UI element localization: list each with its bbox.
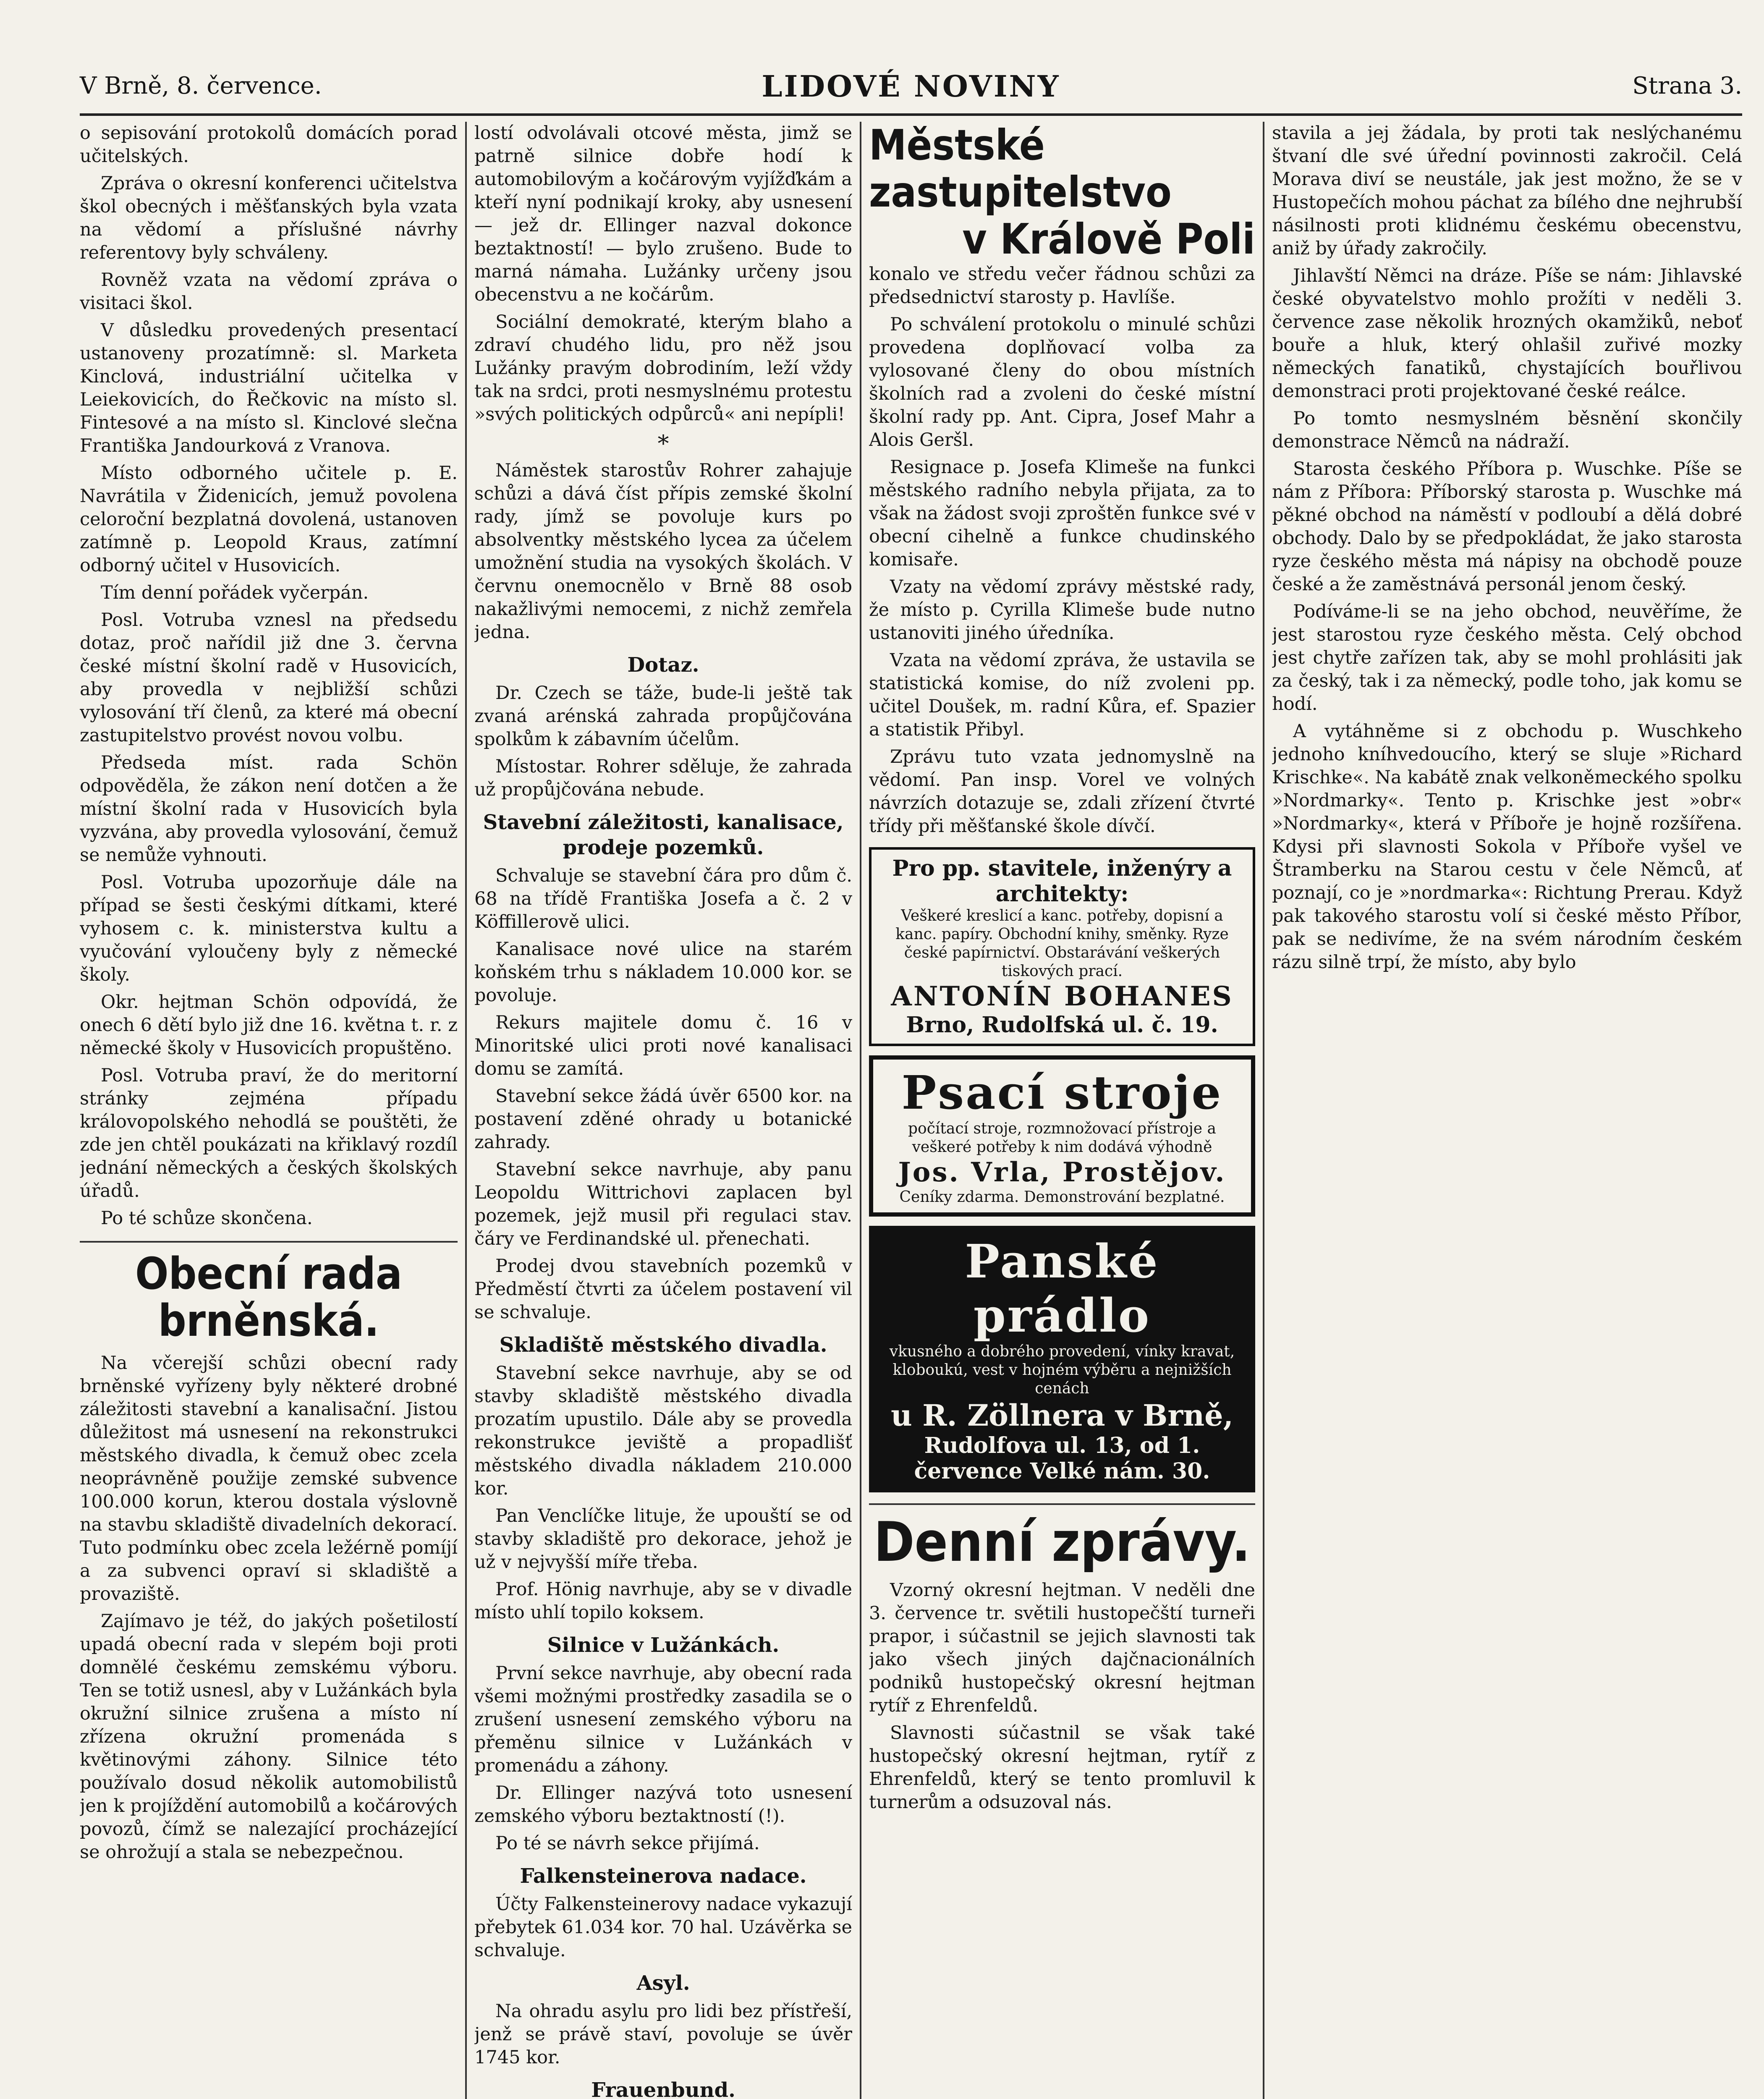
paragraph: Předseda míst. rada Schön odpověděla, že zákon není dotčen a že místní školní rada v Husovicích byla vyzvána, aby provedla vylosování, čemuž se nemůže vyhnouti. [80,752,458,866]
paragraph: Místo odborného učitele p. E. Navrátila v Židenicích, jemuž povolena celoroční bezplatná dovolená, ustanoven zatímně p. Leopold Kraus, zatímní odborný učitel v Husovicích. [80,463,458,576]
paragraph: Podíváme-li se na jeho obchod, neuvěříme, že jest starostou ryze českého města. Celý obchod jest chytře zařízen tak, aby se mohl prohlásiti jak za český, tak i za německý, podle toho, jak komu se hodí. [1272,601,1742,714]
paragraph: Zprávu tuto vzata jednomyslně na vědomí. Pan insp. Vorel ve volných návrzích dotazuje se, zdali zřízení čtvrté třídy při měšťanské škole dívčí. [869,746,1255,837]
paragraph: Dr. Czech se táže, bude-li ještě tak zvaná arénská zahrada propůjčována spolkům k zábavním účelům. [474,683,852,750]
column-rule [860,122,861,2099]
paragraph: Sociální demokraté, kterým blaho a zdraví chudého lidu, pro něž jsou Lužánky pravým dobrodiním, leží vždy tak na srdci, proti nesmyslnému protestu »svých politických odpůrců« ani nepípli! [474,311,852,425]
ad-address: Jos. Vrla, Prostějov. [898,1157,1226,1188]
paragraph: Náměstek starostův Rohrer zahajuje schůzi a dává číst přípis zemské školní rady, jímž se povoluje kurs po absolventky městského lycea za účelem umožnění studia na vysokých školách. V červnu onemocnělo v Brně 88 osob nakažlivými nemocemi, z nichž zemřela jedna. [474,460,852,643]
paragraph: o sepisování protokolů domácích porad učitelských. [80,123,458,167]
column-4 [1272,122,1742,2099]
paragraph: Místostar. Rohrer sděluje, že zahrada už propůjčována nebude. [474,756,852,800]
paragraph: Vzorný okresní hejtman. V neděli dne 3. července tr. světili hustopečští turneři prapor, i súčastnil se jejich slavnosti tak jako všech jiných dajčnacionálních podniků hustopečský okresní hejtman rytíř z Ehrenfeldů. [869,1580,1255,1716]
ad-headline: Panské prádlo [965,1234,1159,1343]
advertisement-bohanes [869,847,1255,1046]
paragraph: Dr. Ellinger nazývá toto usnesení zemského výboru beztaktností (!). [474,1782,852,1827]
ad-text: Ceníky zdarma. Demonstrování bezplatné. [899,1188,1225,1206]
paragraph: Vzaty na vědomí zprávy městské rady, že místo p. Cyrilla Klimeše bude nutno ustanoviti jiného úředníka. [869,576,1255,644]
paragraph: Kanalisace nové ulice na starém koňském trhu s nákladem 10.000 kor. se povoluje. [474,939,852,1006]
paragraph: stavila a jej žádala, by proti tak neslýchanému štvaní dle své úřední povinnosti zakročil. Celá Morava diví se neustále, jak jest možno, že se v Hustopečích mohou páchat za bílého dne nejhrubší násilnosti proti klidnému českému obecenstvu, aniž by úřady zakročily. [1272,123,1742,259]
paragraph: Stavební sekce navrhuje, aby se od stavby skladiště městského divadla prozatím upustilo. Dále aby se provedla rekonstrukce jeviště a propadlišť městského divadla nákladem 210.000 kor. [474,1363,852,1499]
paragraph: Schvaluje se stavební čára pro dům č. 68 na třídě Františka Josefa a č. 2 v Köffillerově ulici. [474,865,852,932]
column-3 [869,122,1255,2099]
ad-address: u R. Zöllnera v Brně, [890,1398,1234,1433]
paragraph: Prodej dvou stavebních pozemků v Předměstí čtvrti za účelem postavení vil se schvaluje. [474,1256,852,1323]
ad-address: Rudolfova ul. 13, od 1. července Velké nám. 30. [914,1433,1210,1484]
paragraph: Po té schůze skončena. [101,1208,313,1229]
section-heading: Falkensteinerova nadace. [520,1864,807,1888]
paragraph: Okr. hejtman Schön odpovídá, že onech 6 dětí bylo již dne 16. května t. r. z německé školy v Husovicích propuštěno. [80,992,458,1059]
paragraph: Zpráva o okresní konferenci učitelstva škol obecných i měšťanských byla vzata na vědomí a příslušné návrhy referentovy byly schváleny. [80,173,458,263]
masthead: LIDOVÉ NOVINY [762,69,1060,104]
paragraph: Tím denní pořádek vyčerpán. [101,582,369,603]
ad-text: Veškeré kreslicí a kanc. potřeby, dopisní a kanc. papíry. Obchodní knihy, směnky. Ryze české papírnictví. Obstarávání veškerých tiskových prací. [895,907,1229,980]
separator-star: * [657,430,669,457]
article-title-2: v Králově Poli [962,215,1255,264]
paragraph: Slavnosti súčastnil se však také hustopečský okresní hejtman, rytíř z Ehrenfeldů, který se tento promluvil k turnerům a odsuzoval nás. [869,1722,1255,1813]
advertisement-psaci-stroje [869,1055,1255,1217]
section-heading: Frauenbund. [591,2078,735,2099]
paragraph: Zajímavo je též, do jakých pošetilostí upadá obecní rada v slepém boji proti domnělé českému zemskému výboru. Ten se totiž usnesl, aby v Lužánkách byla okružní silnice zrušena a místo ní zřízena okružní promenáda s květinovými záhony. Silnice této používalo dosud několik automobilistů jen k projíždění automobilů a kočárových povozů, čímž se nalezající procházející se ohrožují a stala se nebezpečnou. [80,1611,458,1863]
article-title: Městské zastupitelstvo [869,122,1172,217]
paragraph: A vytáhněme si z obchodu p. Wuschkeho jednoho kníhvedoucího, který se sluje »Richard Krischke«. Na kabátě znak velkoněmeckého spolku »Nordmarky«. Tento p. Krischke jest »obr« »Nordmarky«, která v Příboře je hojně rozšířena. Kdysi při slavnosti Sokola v Příboře vyšel ve Štramberku na Starou cestu v čele Němců, ať poznají, co je »nordmarka«: Richtung Prerau. Když pak takového starostu volí si české město Příbor, pak se nedivíme, že na svém národním českém rázu silně trpí, že místo, aby bylo [1272,721,1742,973]
paragraph: Prof. Hönig navrhuje, aby se v divadle místo uhlí topilo koksem. [474,1579,852,1623]
ad-headline: ANTONÍN BOHANES [891,981,1233,1012]
ad-text: vkusného a dobrého provedení, vínky kravat, kloboukú, vest v hojném výběru a nejnižších cenách [889,1343,1235,1397]
paragraph: Po té se návrh sekce přijímá. [495,1833,760,1854]
ad-headline: Psací stroje [901,1065,1223,1120]
paragraph: Starosta českého Příbora p. Wuschke. Píše se nám z Příbora: Příborský starosta p. Wuschke má pěkné obchod na náměstí v podloubí a dělá dobré obchody. Dalo by se předpokládat, že jako starosta ryze českého města má nápisy na obchodě pouze české a že zaměstnává personál jenom český. [1272,458,1742,595]
section-title: Denní zprávy. [869,1503,1255,1571]
section-heading: Silnice v Lužánkách. [547,1633,780,1657]
page-header [80,63,1742,116]
header-date: V Brně, 8. července. [80,72,322,99]
ad-line: Pro pp. stavitele, inženýry a architekty: [892,856,1232,907]
column-rule [1263,122,1264,2099]
column-1 [80,122,458,2099]
paragraph: Resignace p. Josefa Klimeše na funkci městského radního nebyla přijata, za to však na žádost svoji zproštěn funkce své v obecní cihelně a funkce chudinského komisaře. [869,457,1255,570]
paragraph: Stavební sekce navrhuje, aby panu Leopoldu Wittrichovi zaplacen byl pozemek, jejž musil při regulaci stav. čáry ve Ferdinandské ul. přenechati. [474,1159,852,1249]
paragraph: Rekurs majitele domu č. 16 v Minoritské ulici proti nové kanalisaci domu se zamítá. [474,1012,852,1079]
section-heading: Asyl. [636,1971,690,1995]
paragraph: konalo ve středu večer řádnou schůzi za předsednictví starosty p. Havlíše. [869,264,1255,308]
page-number: Strana 3. [1632,72,1742,99]
paragraph: Účty Falkensteinerovy nadace vykazují přebytek 61.034 kor. 70 hal. Uzávěrka se schvaluje. [474,1894,852,1961]
section-heading: Skladiště městského divadla. [499,1333,827,1357]
section-heading: Dotaz. [627,653,699,677]
paragraph: Na včerejší schůzi obecní rady brněnské vyřízeny byly některé drobné záležitosti stavební a kanalisační. Jistou důležitost má usnesení na rekonstrukci městského divadla, k čemuž obec zcela neoprávněně použije zemské subvence 100.000 korun, kterou dostala výslovně na stavbu skladiště divadelních dekorací. Tuto podmínku obec zcela ležérně pomíjí a za subvenci opraví si skladiště a provaziště. [80,1353,458,1604]
paragraph: V důsledku provedených presentací ustanoveny prozatímně: sl. Marketa Kinclová, industriální učitelka v Leiekovicích, do Řečkovic na místo sl. Fintesové a na místo sl. Kinclové slečna Františka Jandourková z Vranova. [80,320,458,456]
ad-text: počítací stroje, rozmnožovací přístroje a veškeré potřeby k nim dodává výhodně [908,1120,1216,1156]
paragraph: Rovněž vzata na vědomí zpráva o visitaci škol. [80,270,458,314]
paragraph: Na ohradu asylu pro lidi bez přístřeší, jenž se právě staví, povoluje se úvěr 1745 kor. [474,2001,852,2068]
section-heading: Stavební záležitosti, kanalisace, prodeje pozemků. [483,811,844,859]
paragraph: Posl. Votruba praví, že do meritorní stránky zejména případu královopolského nehodlá se pouštěti, že zde jen chtěl poukázati na křiklavý rozdíl jednání německých a českých školských úřadů. [80,1065,458,1201]
paragraph: Po schválení protokolu o minulé schůzi provedena doplňovací volba za vylosované členy do obou místních školních rad a zvoleni do české místní školní rady pp. Ant. Cipra, Josef Mahr a Alois Geršl. [869,314,1255,450]
paragraph: Po tomto nesmyslném běsnění skončily demonstrace Němců na nádraží. [1272,408,1742,452]
advertisement-panske-pradlo [869,1226,1255,1492]
article-title: Obecní rada brněnská. [80,1241,458,1344]
paragraph: Posl. Votruba upozorňuje dále na případ se šesti českými dítkami, které vyhosem c. k. ministerstva kultu a vyučování vyloučeny byly z německé školy. [80,872,458,985]
column-2 [474,122,852,2099]
paragraph: Posl. Votruba vznesl na předsedu dotaz, proč nařídil již dne 3. června české místní školní radě v Husovicích, aby provedla v nejbližší schůzi vylosování tří členů, za které má obecní zastupitelstvo provést novou volbu. [80,610,458,746]
ad-address: Brno, Rudolfská ul. č. 19. [906,1012,1218,1038]
paragraph: lostí odvolávali otcové města, jimž se patrně silnice dobře hodí k automobilovým a kočárovým vyjížďkám a kteří nyní podnikají kroky, aby usnesení — jež dr. Ellinger nazval dokonce beztaktností! — bylo zrušeno. Bude to marná námaha. Lužánky určeny jsou obecenstvu a ne kočárům. [474,123,852,305]
column-rule [465,122,467,2099]
paragraph: Jihlavští Němci na dráze. Píše se nám: Jihlavské české obyvatelstvo mohlo prožíti v neděli 3. července zase několik hrozných okamžiků, neboť bouře a hluk, který ohlašil zuřivé mozky německých fanatiků, chystajících bouřlivou demonstraci proti projektované české reálce. [1272,265,1742,402]
paragraph: První sekce navrhuje, aby obecní rada všemi možnými prostředky zasadila se o zrušení usnesení zemského výboru na přeměnu silnice v Lužánkách v promenádu a záhony. [474,1663,852,1776]
paragraph: Stavební sekce žádá úvěr 6500 kor. na postavení zděné ohrady u botanické zahrady. [474,1086,852,1153]
paragraph: Pan Venclíčke lituje, že upouští se od stavby skladiště pro dekorace, jehož je už v nejvyšší míře třeba. [474,1505,852,1573]
paragraph: Vzata na vědomí zpráva, že ustavila se statistická komise, do níž zvoleni pp. učitel Doušek, m. radní Kůra, ef. Spazier a statistik Přibyl. [869,650,1255,740]
